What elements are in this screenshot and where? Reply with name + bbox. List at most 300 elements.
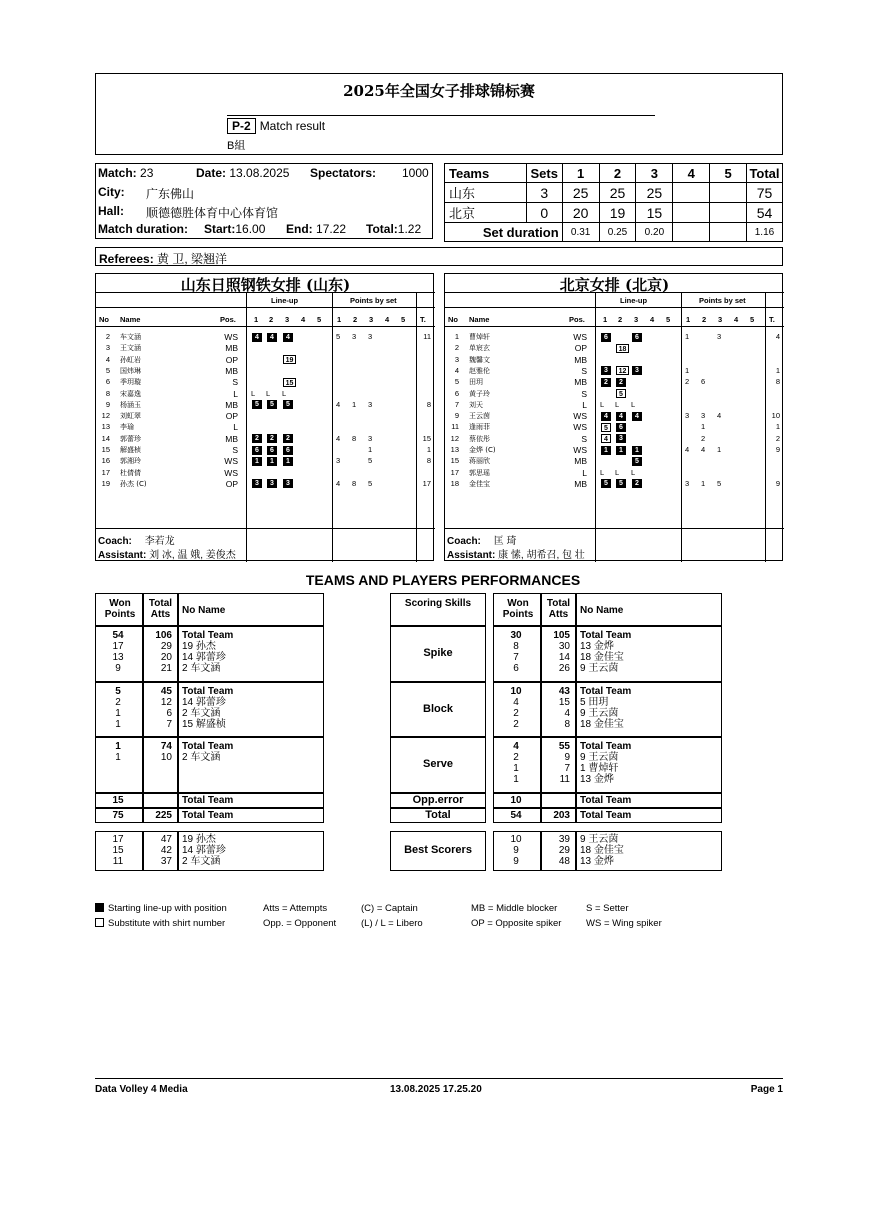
total-atts: 11 xyxy=(559,774,570,785)
player-name: 王云茵 xyxy=(469,412,490,421)
footer-page: Page 1 xyxy=(750,1084,783,1095)
player-name: 王文涵 xyxy=(120,344,141,353)
column-header: No xyxy=(448,315,458,324)
player-number: 17 xyxy=(101,467,110,477)
best-scorer-atts: 42 xyxy=(160,845,172,856)
cell xyxy=(541,793,576,808)
libero-mark: L xyxy=(266,388,271,398)
set-points: 5 xyxy=(717,478,722,488)
player-total: 15 xyxy=(422,433,431,443)
starting-position-mark: 2 xyxy=(283,434,293,443)
best-scorer-points: 9 xyxy=(513,856,519,867)
substitute-mark: 5 xyxy=(616,389,626,398)
starting-position-mark: 6 xyxy=(616,423,626,432)
libero-mark: L xyxy=(600,467,605,477)
roster-home xyxy=(95,273,434,561)
best-scorer-points: 11 xyxy=(112,856,124,867)
footer-divider xyxy=(95,1078,783,1079)
player-position: WS xyxy=(573,422,587,433)
player-entry: 15 解盛桢 xyxy=(182,719,226,730)
player-position: MB xyxy=(574,354,587,365)
header-scoring-skills: Scoring Skills xyxy=(404,598,472,609)
total-atts: 15 xyxy=(558,697,570,708)
total-attempts: 225 xyxy=(155,810,172,821)
column-header: 3 xyxy=(369,315,374,324)
hall: 顺德德胜体育中心体育馆 xyxy=(146,206,279,220)
player-number: 2 xyxy=(454,343,459,353)
best-scorer-name: 9 王云茵 xyxy=(580,834,619,845)
won-points: 2 xyxy=(513,752,519,763)
divider xyxy=(445,307,784,308)
column-header: 4 xyxy=(385,315,390,324)
set-points: 3 xyxy=(685,411,690,421)
divider xyxy=(445,326,784,327)
starting-position-mark: 3 xyxy=(283,479,293,488)
best-scorer-name: 14 郭蕾珍 xyxy=(182,845,226,856)
total-points: 54 xyxy=(510,810,522,821)
player-number: 5 xyxy=(105,365,110,375)
player-entry: 14 郭蕾珍 xyxy=(182,697,226,708)
total-atts: 74 xyxy=(160,741,172,752)
starting-position-mark: 1 xyxy=(601,446,611,455)
coach-name: 李若龙 xyxy=(144,536,175,547)
player-name: 魏馨文 xyxy=(469,355,490,364)
end-time: 17.22 xyxy=(316,222,347,236)
starting-position-mark: 3 xyxy=(267,479,277,488)
player-name: 季玥璇 xyxy=(120,378,141,387)
footer-timestamp: 13.08.2025 17.25.20 xyxy=(390,1084,482,1095)
best-scorer-atts: 47 xyxy=(160,834,172,845)
won-points: 6 xyxy=(513,663,519,674)
best-scorer-points: 17 xyxy=(112,834,124,845)
player-name: 赵雅伦 xyxy=(469,366,490,375)
player-entry: Total Team xyxy=(580,686,632,697)
report-label xyxy=(227,118,325,134)
total-atts: 21 xyxy=(160,663,172,674)
best-scorer-points: 15 xyxy=(112,845,124,856)
set-points: 3 xyxy=(352,332,357,341)
starting-position-mark: 4 xyxy=(283,333,293,342)
total-skill: Total xyxy=(425,809,451,821)
group-label: B組 xyxy=(227,140,246,152)
column-header: 3 xyxy=(634,315,639,324)
total-atts: 106 xyxy=(155,630,172,641)
player-name: 逢雨菲 xyxy=(469,423,490,432)
set-points: 5 xyxy=(368,478,373,488)
starting-position-mark: 5 xyxy=(632,457,642,466)
player-position: S xyxy=(581,388,587,399)
starting-position-mark: 1 xyxy=(252,457,262,466)
player-number: 5 xyxy=(454,377,459,387)
player-total: 1 xyxy=(775,422,780,432)
spectators: 1000 xyxy=(402,166,429,180)
starting-position-mark: 4 xyxy=(616,412,626,421)
won-points: 4 xyxy=(513,741,519,752)
player-entry: Total Team xyxy=(580,741,632,752)
column-header: 1 xyxy=(686,315,691,324)
player-position: S xyxy=(232,445,238,455)
starting-position-mark: 5 xyxy=(601,479,611,488)
player-position: L xyxy=(233,422,238,433)
player-position: S xyxy=(232,377,238,388)
won-points: 10 xyxy=(510,686,522,697)
substitute-mark: 4 xyxy=(601,434,611,443)
match-info: Match: 23 Date: 13.08.2025 Spectators: 1000 City: 广东佛山 Hall: 顺德德胜体育中心体育馆 Match duration: Start:16.00 End: 17.22 Total:1.22 xyxy=(95,163,433,239)
total-atts: 6 xyxy=(166,708,172,719)
player-number: 4 xyxy=(454,365,459,375)
column-header: 2 xyxy=(269,315,274,324)
total-points: 75 xyxy=(112,810,124,821)
player-entry: 2 车文涵 xyxy=(182,708,221,719)
total-atts: 45 xyxy=(160,686,172,697)
player-number: 19 xyxy=(101,478,110,488)
set-points: 1 xyxy=(717,445,722,454)
column-header: 3 xyxy=(285,315,290,324)
libero-mark: L xyxy=(631,399,636,409)
column-header: 5 xyxy=(401,315,406,324)
footer-software: Data Volley 4 Media xyxy=(95,1084,188,1095)
player-number: 3 xyxy=(105,343,110,353)
player-position: OP xyxy=(225,478,238,489)
best-scorer-name: 2 车文涵 xyxy=(182,856,221,867)
total-atts: 105 xyxy=(553,630,570,641)
player-name: 田玥 xyxy=(469,378,483,387)
column-header: Name xyxy=(469,315,490,324)
set-points: 3 xyxy=(685,478,690,488)
assistant-names: 康 愫, 胡希召, 包 壮 xyxy=(498,550,585,561)
starting-position-mark: 5 xyxy=(616,479,626,488)
starting-position-mark: 5 xyxy=(252,400,262,409)
starting-position-mark: 5 xyxy=(267,400,277,409)
player-total: 8 xyxy=(426,456,431,466)
column-header: 2 xyxy=(702,315,707,324)
divider xyxy=(332,292,333,562)
won-points: 54 xyxy=(112,630,124,641)
starting-position-mark: 3 xyxy=(601,366,611,375)
column-header: No xyxy=(99,315,109,324)
starting-position-mark: 4 xyxy=(632,412,642,421)
divider xyxy=(681,292,682,562)
player-number: 12 xyxy=(101,411,110,421)
column-header: Pos. xyxy=(569,315,585,324)
column-header: T. xyxy=(420,315,426,324)
player-position: WS xyxy=(573,411,587,422)
divider xyxy=(765,292,766,562)
player-name: 金佳宝 xyxy=(469,479,490,488)
best-scorers-label: Best Scorers xyxy=(404,844,472,856)
player-number: 12 xyxy=(450,433,459,443)
total-atts: 7 xyxy=(564,763,570,774)
player-number: 2 xyxy=(105,332,110,341)
player-position: L xyxy=(582,467,587,478)
won-points: 1 xyxy=(513,763,519,774)
player-number: 11 xyxy=(451,422,459,432)
set-points: 4 xyxy=(336,433,341,443)
set-points: 5 xyxy=(368,456,373,466)
libero-mark: L xyxy=(600,399,605,409)
divider xyxy=(96,307,435,308)
set-points: 4 xyxy=(336,399,341,409)
divider xyxy=(595,292,596,562)
divider xyxy=(246,292,247,562)
player-number: 6 xyxy=(454,388,459,398)
player-number: 8 xyxy=(105,388,110,398)
player-position: WS xyxy=(224,456,238,467)
starting-position-mark: 2 xyxy=(267,434,277,443)
won-points: 30 xyxy=(510,630,522,641)
player-name: 刘天 xyxy=(469,400,483,409)
set-points: 1 xyxy=(701,422,706,432)
starting-position-mark: 1 xyxy=(283,457,293,466)
total-atts: 12 xyxy=(160,697,172,708)
best-scorer-points: 9 xyxy=(513,845,519,856)
header-box xyxy=(95,73,783,155)
player-entry: 13 金烨 xyxy=(580,641,614,652)
player-position: MB xyxy=(574,456,587,467)
won-points: 2 xyxy=(115,697,121,708)
player-name: 黄子玲 xyxy=(469,389,490,398)
set-points: 4 xyxy=(336,478,341,488)
set-points: 4 xyxy=(717,411,722,421)
divider xyxy=(96,326,435,327)
set-points: 3 xyxy=(701,411,706,421)
player-name: 孙虹岩 xyxy=(120,355,141,364)
player-number: 4 xyxy=(105,354,110,364)
skill-label: Block xyxy=(423,702,453,715)
player-total: 17 xyxy=(422,478,431,488)
total-label: Total Team xyxy=(182,810,234,821)
player-total: 2 xyxy=(775,433,780,443)
team-name: 北京女排 (北京) xyxy=(559,276,670,294)
won-points: 8 xyxy=(513,641,519,652)
libero-mark: L xyxy=(251,388,256,398)
player-number: 3 xyxy=(454,354,459,364)
player-position: WS xyxy=(224,467,238,478)
starting-position-mark: 1 xyxy=(616,446,626,455)
starting-position-mark: 6 xyxy=(283,446,293,455)
set-points: 2 xyxy=(701,433,706,443)
roster-away xyxy=(444,273,783,561)
column-header: 1 xyxy=(254,315,259,324)
column-header: 2 xyxy=(618,315,623,324)
won-points: 1 xyxy=(115,741,121,752)
player-number: 15 xyxy=(450,456,459,466)
opp-error-points: 15 xyxy=(112,795,124,806)
team-name: 山东日照钢铁女排 (山东) xyxy=(180,276,351,294)
column-header: 4 xyxy=(301,315,306,324)
match-date: 13.08.2025 xyxy=(229,166,290,180)
set-points: 1 xyxy=(352,399,357,409)
header-no-name: No Name xyxy=(182,605,226,616)
player-total: 9 xyxy=(775,445,780,454)
best-scorer-atts: 39 xyxy=(558,834,570,845)
total-atts: 29 xyxy=(160,641,172,652)
player-entry: 2 车文涵 xyxy=(182,752,221,763)
cell xyxy=(143,793,178,808)
skill-label: Serve xyxy=(423,758,453,770)
starting-position-mark: 4 xyxy=(252,333,262,342)
player-number: 9 xyxy=(454,411,459,421)
player-name: 国炜琳 xyxy=(120,366,141,375)
player-name: 李瑜 xyxy=(120,423,134,432)
divider xyxy=(445,528,784,529)
player-name: 车文涵 xyxy=(120,333,141,341)
player-name: 曹焯轩 xyxy=(469,333,490,341)
starting-position-mark: 6 xyxy=(601,333,611,342)
player-number: 9 xyxy=(105,399,110,409)
player-entry: Total Team xyxy=(182,686,234,697)
score-row-home: 山东 3 25 25 25 75 xyxy=(445,183,783,203)
coach: Coach: 匡 琦 xyxy=(447,536,517,547)
player-name: 杨涵玉 xyxy=(120,400,141,409)
total-atts: 7 xyxy=(166,719,172,730)
divider xyxy=(227,115,655,116)
opp-error-label: Total Team xyxy=(182,795,234,806)
start-time: 16.00 xyxy=(235,222,266,236)
starting-position-mark: 1 xyxy=(632,446,642,455)
substitute-mark: 18 xyxy=(616,344,629,353)
divider xyxy=(96,292,435,293)
player-number: 13 xyxy=(101,422,110,432)
player-position: MB xyxy=(225,343,238,354)
player-number: 13 xyxy=(450,445,459,454)
substitute-mark: 15 xyxy=(283,378,296,387)
player-entry: 5 田玥 xyxy=(580,697,609,708)
header-total-atts: Total Atts xyxy=(148,598,173,620)
won-points: 13 xyxy=(112,652,124,663)
best-scorer-atts: 29 xyxy=(558,845,570,856)
assistant-names: 刘 冰, 温 娥, 姜俊杰 xyxy=(149,550,236,561)
referees: Referees: 黄 卫, 梁翘洋 xyxy=(95,247,783,266)
player-position: L xyxy=(233,388,238,399)
lineup-header: Line-up xyxy=(271,296,299,305)
performance-title: TEAMS AND PLAYERS PERFORMANCES xyxy=(305,572,581,588)
starting-position-mark: 6 xyxy=(267,446,277,455)
total-attempts: 203 xyxy=(553,810,570,821)
set-points: 3 xyxy=(717,332,722,341)
set-points: 3 xyxy=(368,433,373,443)
total-atts: 26 xyxy=(558,663,570,674)
city: 广东佛山 xyxy=(146,187,195,201)
report-name: Match result xyxy=(259,119,326,133)
set-duration-row: Set duration 0.31 0.25 0.20 1.16 xyxy=(445,223,783,242)
set-points: 8 xyxy=(352,478,357,488)
player-number: 14 xyxy=(101,433,110,443)
divider xyxy=(416,292,417,562)
player-name: 郭思瑶 xyxy=(469,468,490,477)
column-header: 4 xyxy=(650,315,655,324)
won-points: 2 xyxy=(513,708,519,719)
total-atts: 55 xyxy=(558,741,570,752)
set-points: 3 xyxy=(368,332,373,341)
player-name: 郭湘玲 xyxy=(120,457,141,466)
player-entry: 18 金佳宝 xyxy=(580,719,624,730)
player-entry: 13 金烨 xyxy=(580,774,614,785)
player-position: OP xyxy=(574,343,587,354)
substitute-square-icon xyxy=(95,918,104,927)
set-points: 3 xyxy=(336,456,341,466)
player-entry: 14 郭蕾珍 xyxy=(182,652,226,663)
player-total: 9 xyxy=(775,478,780,488)
set-points: 4 xyxy=(685,445,690,454)
player-number: 18 xyxy=(450,478,459,488)
player-name: 单宸玄 xyxy=(469,344,490,353)
player-number: 6 xyxy=(105,377,110,387)
player-total: 4 xyxy=(775,332,780,341)
player-position: WS xyxy=(224,332,238,342)
player-number: 17 xyxy=(450,467,459,477)
coach-name: 匡 琦 xyxy=(493,536,517,547)
set-points: 6 xyxy=(701,377,706,387)
best-scorer-atts: 37 xyxy=(160,856,172,867)
opp-error-label: Total Team xyxy=(580,795,632,806)
player-entry: 2 车文涵 xyxy=(182,663,221,674)
player-total: 10 xyxy=(771,411,780,421)
points-header: Points by set xyxy=(699,296,746,305)
starting-position-mark: 2 xyxy=(616,378,626,387)
set-points: 1 xyxy=(368,445,373,454)
player-number: 16 xyxy=(101,456,110,466)
player-total: 1 xyxy=(426,445,431,454)
player-number: 7 xyxy=(454,399,459,409)
player-name: 宋嘉逸 xyxy=(120,389,141,398)
assistants: Assistant: 康 愫, 胡希召, 包 壮 xyxy=(447,550,585,561)
player-entry: 1 曹焯轩 xyxy=(580,763,619,774)
libero-mark: L xyxy=(615,399,620,409)
starting-position-mark: 1 xyxy=(267,457,277,466)
starting-position-mark: 4 xyxy=(601,412,611,421)
header-no-name: No Name xyxy=(580,605,624,616)
total-atts: 14 xyxy=(558,652,570,663)
starting-position-mark: 6 xyxy=(632,333,642,342)
player-entry: Total Team xyxy=(182,630,234,641)
starting-position-mark: 5 xyxy=(283,400,293,409)
player-position: MB xyxy=(225,399,238,410)
total-atts: 20 xyxy=(160,652,172,663)
best-scorer-atts: 48 xyxy=(558,856,570,867)
total-duration: 1.22 xyxy=(397,222,422,236)
score-row-away: 北京 0 20 19 15 54 xyxy=(445,203,783,223)
player-entry: 18 金佳宝 xyxy=(580,652,624,663)
coach: Coach: 李若龙 xyxy=(98,536,175,547)
won-points: 1 xyxy=(115,719,121,730)
best-scorer-name: 13 金烨 xyxy=(580,856,614,867)
divider xyxy=(445,292,784,293)
starting-position-mark: 4 xyxy=(267,333,277,342)
player-name: 解盛桢 xyxy=(120,446,141,454)
starting-position-mark: 6 xyxy=(252,446,262,455)
column-header: 2 xyxy=(353,315,358,324)
set-points: 5 xyxy=(336,332,341,341)
player-position: WS xyxy=(573,445,587,455)
starting-position-mark: 2 xyxy=(601,378,611,387)
total-atts: 8 xyxy=(564,719,570,730)
best-scorer-name: 18 金佳宝 xyxy=(580,845,624,856)
player-name: 刘虹翠 xyxy=(120,412,141,421)
column-header: 5 xyxy=(317,315,322,324)
total-atts: 10 xyxy=(160,752,172,763)
referee-names: 黄 卫, 梁翘洋 xyxy=(157,252,228,266)
player-entry: Total Team xyxy=(580,630,632,641)
column-header: 3 xyxy=(718,315,723,324)
player-position: S xyxy=(581,433,587,444)
score-table: Teams Sets 1 2 3 4 5 Total 山东 3 25 25 25 75 北京 0 20 19 15 54 Set duration 0.31 0.25 0.20 1.16 xyxy=(444,163,783,242)
starting-square-icon xyxy=(95,903,104,912)
player-position: OP xyxy=(225,411,238,422)
player-position: S xyxy=(581,365,587,376)
won-points: 4 xyxy=(513,697,519,708)
player-entry: Total Team xyxy=(182,741,234,752)
